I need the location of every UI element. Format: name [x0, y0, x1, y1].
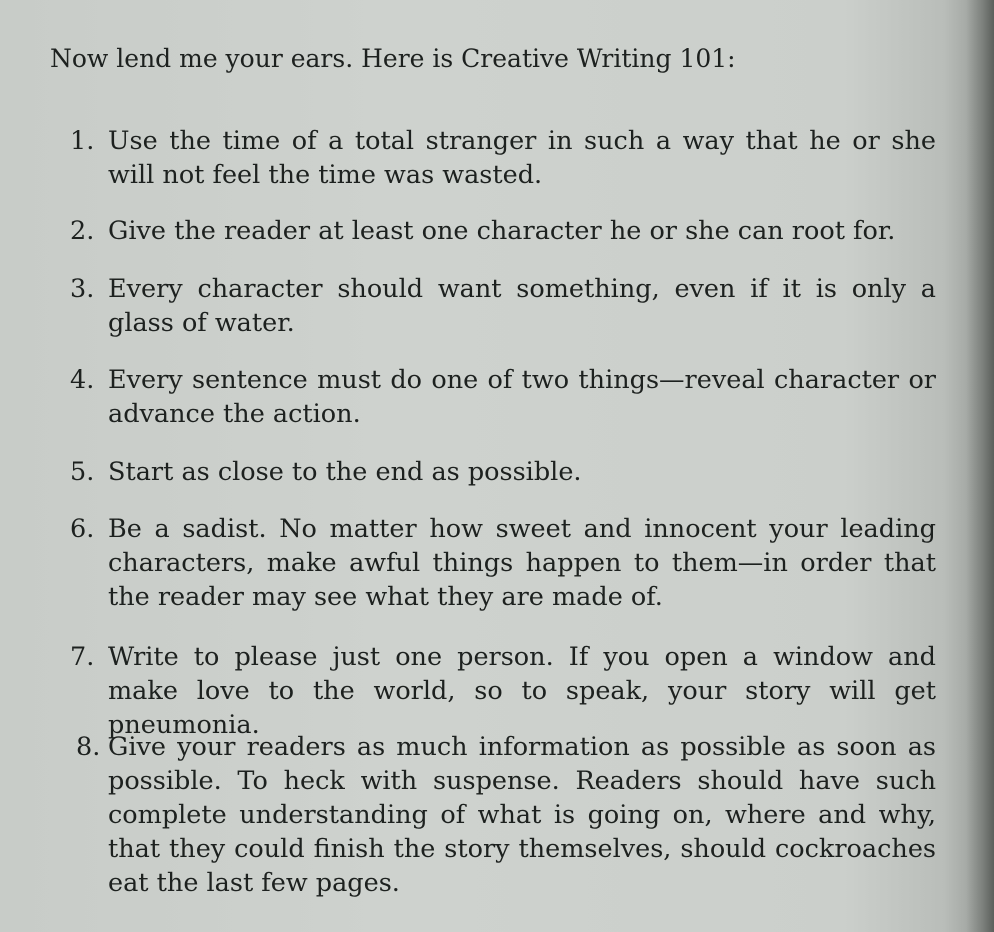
list-item-text: Every sentence must do one of two things—reveal character or advance the action.	[108, 365, 936, 429]
list-item	[70, 455, 936, 489]
list-item-number: 1.	[70, 126, 95, 156]
intro-paragraph: Now lend me your ears. Here is Creative Writing 101:	[50, 44, 736, 73]
list-item	[70, 124, 936, 192]
list-item-text: Start as close to the end as possible.	[108, 457, 582, 487]
list-item-number: 6.	[70, 514, 95, 544]
list-item-number: 4.	[70, 365, 95, 395]
list-item-text: Give the reader at least one character he or she can root for.	[108, 216, 896, 246]
list-item-number: 7.	[70, 642, 95, 672]
list-item-number: 5.	[70, 457, 95, 487]
list-item-text: Every character should want something, even if it is only a glass of water.	[108, 274, 936, 338]
list-item-number: 2.	[70, 216, 95, 246]
list-item	[70, 640, 936, 742]
list-item-number: 3.	[70, 274, 95, 304]
list-item-text: Give your readers as much information as possible as soon as possible. To heck with suspense. Readers should have such complete understanding of what is going on, where and why, that they could finish the story themselves, should cockroaches eat the last few pages.	[108, 732, 936, 898]
list-item-text: Write to please just one person. If you open a window and make love to the world, so to speak, your story will get pneumonia.	[108, 642, 936, 740]
list-item-text: Use the time of a total stranger in such a way that he or she will not feel the time was wasted.	[108, 126, 936, 190]
list-item	[70, 512, 936, 614]
list-item-text: Be a sadist. No matter how sweet and innocent your leading characters, make awful things happen to them—in order that the reader may see what they are made of.	[108, 514, 936, 612]
list-item-number: 8.	[76, 732, 101, 762]
list-item	[70, 272, 936, 340]
list-item	[70, 214, 936, 248]
list-item	[76, 730, 936, 900]
list-item	[70, 363, 936, 431]
